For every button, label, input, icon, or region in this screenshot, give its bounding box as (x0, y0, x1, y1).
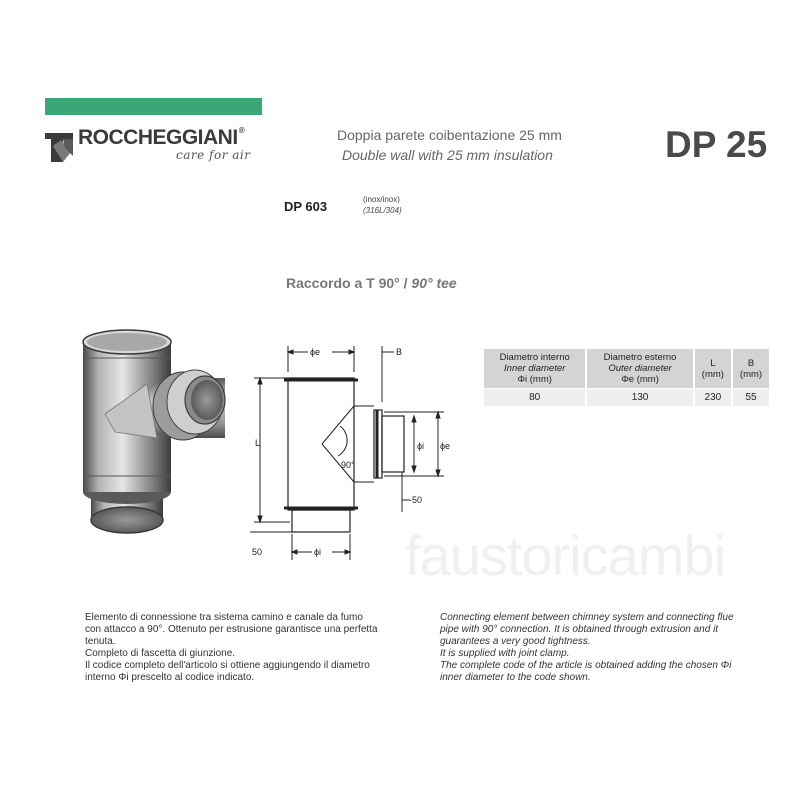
description-english (440, 612, 770, 685)
header-outer-diameter: Diametro esterno Outer diameter Φe (mm) (586, 349, 693, 389)
description-line: pipe with 90° connection. It is obtained through extrusion and it (440, 624, 719, 636)
product-title: Raccordo a T 90° / 90° tee (286, 275, 457, 291)
drawing-label-l: L (255, 438, 261, 448)
table-row (484, 389, 769, 407)
description-line: Connecting element between chimney system and connecting flue (440, 612, 734, 623)
brand-tagline: care for air (176, 148, 251, 162)
description-line: inner diameter to the code shown. (440, 672, 591, 684)
description-italian (85, 612, 417, 685)
description-line: interno Φi prescelto al codice indicato. (85, 672, 255, 684)
drawing-label-b: B (396, 347, 403, 357)
description-line: The complete code of the article is obtained adding the chosen Φi (440, 660, 732, 672)
drawing-label-50: 50 (252, 547, 263, 557)
series-code: DP 25 (665, 124, 768, 165)
header-length: L (mm) (694, 349, 732, 389)
description-line: Il codice completo dell'articolo si ottiene aggiungendo il diametro (85, 660, 370, 672)
spec-table-header-row (484, 349, 769, 389)
description-line: guarantees a very good tightness. (440, 636, 591, 648)
subtitle-english: Double wall with 25 mm insulation (342, 147, 553, 163)
drawing-label-angle: 90° (341, 460, 355, 470)
drawing-label-minus50: -50 (409, 495, 423, 505)
header-b: B (mm) (732, 349, 769, 389)
material-spec-1: (inox/inox) (363, 195, 400, 204)
cell-outer-diameter: 130 (586, 389, 693, 407)
header-inner-diameter: Diametro interno Inner diameter Φi (mm) (484, 349, 586, 389)
product-code: DP 603 (284, 199, 328, 214)
cell-b: 55 (732, 389, 769, 407)
drawing-label-phi-e-side: ϕe (440, 441, 451, 451)
spec-table (484, 349, 769, 406)
description-line: tenuta. (85, 636, 116, 648)
cell-length: 230 (694, 389, 732, 407)
material-spec-2: (316L/304) (363, 206, 402, 215)
description-line: It is supplied with joint clamp. (440, 648, 570, 660)
product-photo (75, 328, 265, 556)
cell-inner-diameter: 80 (484, 389, 586, 407)
drawing-label-phi-i-side: ϕi (417, 441, 425, 451)
drawing-label-phi-e-top: ϕe (310, 347, 321, 357)
subtitle-italian: Doppia parete coibentazione 25 mm (337, 127, 562, 143)
drawing-label-phi-i-bottom: ϕi (314, 547, 322, 557)
description-line: con attacco a 90°. Ottenuto per estrusione garantisce una perfetta (85, 624, 378, 636)
description-line: Elemento di connessione tra sistema camino e canale da fumo (85, 612, 363, 623)
description-line: Completo di fascetta di giunzione. (85, 648, 236, 660)
accent-bar (45, 98, 262, 115)
watermark: faustoricambi (405, 524, 726, 587)
brand-name: ROCCHEGGIANI® (78, 126, 245, 149)
